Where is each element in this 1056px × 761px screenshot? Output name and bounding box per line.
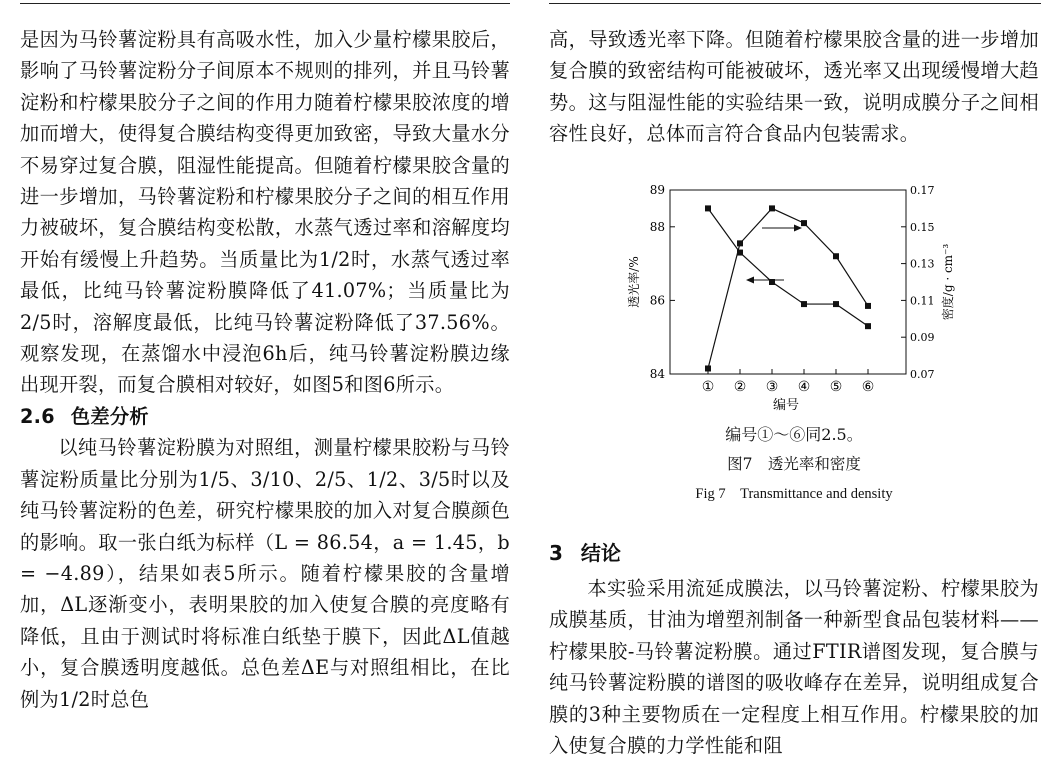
- y-axis-left-label: 透光率/%: [627, 256, 641, 308]
- series-line-1: [708, 208, 868, 326]
- right-tick-label: 0.07: [910, 368, 935, 381]
- paragraph: 高，导致透光率下降。但随着柠檬果胶含量的进一步增加复合膜的致密结构可能被破坏，透光率又出现缓慢增大趋势。这与阻湿性能的实验结果一致，说明成膜分子之间相容性良好，总体而言符合食品内包装需求。: [549, 28, 1039, 146]
- series-point: [801, 220, 807, 226]
- series-point: [705, 365, 711, 371]
- x-axis-label: 编号: [772, 398, 800, 413]
- axis-arrows: [746, 225, 802, 284]
- x-tick-label: ⑤: [829, 379, 843, 395]
- section-number: 2.6: [20, 404, 55, 428]
- section-number: 3: [549, 541, 563, 565]
- figure-caption-en: Fig 7 Transmittance and density: [695, 486, 893, 502]
- series-point: [737, 240, 743, 246]
- conclusion-heading: [549, 537, 621, 566]
- series-point: [865, 303, 871, 309]
- left-axis: [650, 183, 675, 381]
- right-column: [549, 24, 1039, 150]
- left-tick-label: 89: [649, 183, 665, 197]
- section-title: 色差分析: [70, 404, 149, 428]
- paragraph: 以纯马铃薯淀粉膜为对照组，测量柠檬果胶粉与马铃薯淀粉质量比分别为1/5、3/10、2/5、1/2、3/5时以及纯马铃薯淀粉的色差，研究柠檬果胶的加入对复合膜颜色的影响。取一张白纸为标样（L = 86.54，a = 1.45，b = −4.89），结果如表5所示。随着柠檬果胶的含量增加，ΔL逐渐变小，表明果胶的加入使复合膜的亮度略有降低，且由于测试时将标准白纸垫于膜下，因此ΔL值越小，复合膜透明度越低。总色差ΔE与对照组相比，在比例为1/2时总色: [20, 436, 510, 711]
- figure-note: 编号①～⑥同2.5。: [725, 425, 863, 444]
- section-title: 结论: [580, 541, 621, 565]
- left-tick-label: 84: [649, 367, 665, 381]
- paragraph: 本实验采用流延成膜法，以马铃薯淀粉、柠檬果胶为成膜基质，甘油为增塑剂制备一种新型食品包装材料——柠檬果胶-马铃薯淀粉膜。通过FTIR谱图发现，复合膜与纯马铃薯淀粉膜的谱图的吸收峰存在差异，说明组成复合膜的3种主要物质在一定程度上相互作用。柠檬果胶的加入使复合膜的力学性能和阻: [549, 577, 1039, 758]
- left-axis-arrowhead: [746, 277, 754, 284]
- left-header-rule: [20, 3, 510, 4]
- x-axis: [702, 369, 875, 395]
- series-layer: [705, 205, 871, 371]
- left-tick-label: 88: [649, 219, 665, 234]
- series-line-2: [708, 208, 868, 368]
- y-axis-right-label: 密度/g · cm⁻³: [941, 243, 955, 321]
- conclusion-body: [549, 573, 1039, 761]
- paragraph: 是因为马铃薯淀粉具有高吸水性，加入少量柠檬果胶后，影响了马铃薯淀粉分子间原本不规则的排列，并且马铃薯淀粉和柠檬果胶分子之间的作用力随着柠檬果胶浓度的增加而增大，使得复合膜结构变得更加致密，导致大量水分不易穿过复合膜，阻湿性能提高。但随着柠檬果胶含量的进一步增加，马铃薯淀粉和柠檬果胶分子之间的相互作用力被破坏，复合膜结构变松散，水蒸气透过率和溶解度均开始有缓慢上升趋势。当质量比为1/2时，水蒸气透过率最低，比纯马铃薯淀粉膜降低了41.07%；当质量比为2/5时，溶解度最低，比纯马铃薯淀粉降低了37.56%。观察发现，在蒸馏水中浸泡6h后，纯马铃薯淀粉膜边缘出现开裂，而复合膜相对较好，如图5和图6所示。: [20, 28, 510, 397]
- x-tick-label: ④: [797, 379, 811, 395]
- right-tick-label: 0.15: [910, 220, 935, 234]
- series-point: [769, 205, 775, 211]
- x-tick-label: ②: [733, 379, 747, 395]
- right-axis-arrowhead: [794, 225, 802, 232]
- series-point: [801, 301, 807, 307]
- x-tick-label: ①: [701, 379, 715, 395]
- section-heading: [20, 401, 510, 432]
- series-point: [833, 253, 839, 259]
- right-header-rule: [549, 3, 1041, 4]
- x-tick-label: ⑥: [861, 379, 875, 395]
- figure-caption-cn: 图7 透光率和密度: [727, 455, 861, 473]
- right-tick-label: 0.17: [910, 184, 935, 197]
- x-tick-label: ③: [765, 379, 779, 395]
- plot-frame: [670, 190, 906, 374]
- right-tick-label: 0.13: [910, 257, 935, 271]
- left-tick-label: 86: [649, 293, 665, 308]
- series-point: [865, 323, 871, 329]
- right-tick-label: 0.09: [910, 331, 935, 345]
- series-point: [705, 205, 711, 211]
- right-tick-label: 0.11: [910, 294, 935, 308]
- series-point: [833, 301, 839, 307]
- left-column: [20, 24, 510, 715]
